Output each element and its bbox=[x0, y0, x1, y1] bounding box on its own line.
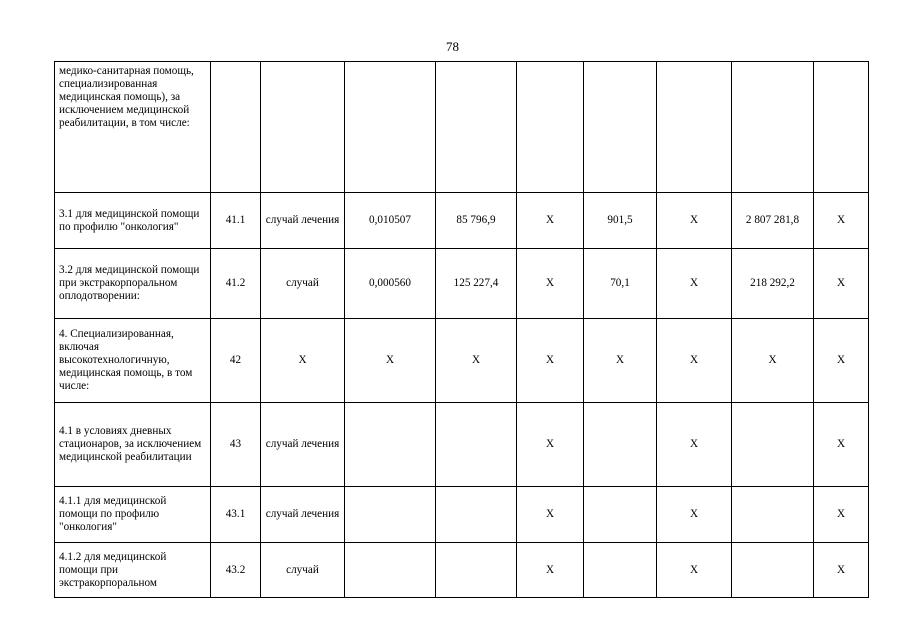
norm-volume-cell: 0,000560 bbox=[345, 249, 436, 319]
table-row bbox=[55, 543, 869, 598]
norm-volume-cell bbox=[345, 403, 436, 487]
norm-volume-cell: Х bbox=[345, 319, 436, 403]
norm-cost-cell: Х bbox=[436, 319, 517, 403]
norm-volume-cell bbox=[345, 487, 436, 543]
col-5-cell: Х bbox=[517, 193, 584, 249]
col-7-cell: Х bbox=[657, 193, 732, 249]
col-7-cell: Х bbox=[657, 249, 732, 319]
row-name: 3.1 для медицинской помощи по профилю "онкология" bbox=[55, 193, 211, 249]
col-6-cell bbox=[584, 543, 657, 598]
norm-volume-cell bbox=[345, 62, 436, 193]
row-name: 4.1.2 для медицинской помощи при экстракорпоральном bbox=[55, 543, 211, 598]
col-9-cell: Х bbox=[814, 403, 869, 487]
data-table bbox=[54, 61, 869, 598]
col-7-cell: Х bbox=[657, 487, 732, 543]
col-8-cell: Х bbox=[732, 319, 814, 403]
table-row bbox=[55, 403, 869, 487]
col-7-cell: Х bbox=[657, 543, 732, 598]
row-code-cell: 41.2 bbox=[211, 249, 261, 319]
col-8-cell bbox=[732, 543, 814, 598]
col-5-cell: Х bbox=[517, 319, 584, 403]
norm-volume-cell bbox=[345, 543, 436, 598]
col-5-cell: Х bbox=[517, 487, 584, 543]
norm-cost-cell bbox=[436, 403, 517, 487]
col-5-cell bbox=[517, 62, 584, 193]
col-6-cell bbox=[584, 487, 657, 543]
col-6-cell bbox=[584, 403, 657, 487]
col-9-cell: Х bbox=[814, 193, 869, 249]
table-row bbox=[55, 62, 869, 193]
col-9-cell: Х bbox=[814, 249, 869, 319]
col-7-cell: Х bbox=[657, 319, 732, 403]
col-6-cell: Х bbox=[584, 319, 657, 403]
norm-cost-cell bbox=[436, 543, 517, 598]
unit-cell: случай bbox=[261, 249, 345, 319]
table-row bbox=[55, 249, 869, 319]
col-5-cell: Х bbox=[517, 249, 584, 319]
row-code-cell: 43 bbox=[211, 403, 261, 487]
unit-cell: случай лечения bbox=[261, 193, 345, 249]
row-code-cell bbox=[211, 62, 261, 193]
col-9-cell bbox=[814, 62, 869, 193]
table-row bbox=[55, 319, 869, 403]
col-9-cell: Х bbox=[814, 319, 869, 403]
col-6-cell: 901,5 bbox=[584, 193, 657, 249]
col-5-cell: Х bbox=[517, 543, 584, 598]
row-code-cell: 41.1 bbox=[211, 193, 261, 249]
col-8-cell: 218 292,2 bbox=[732, 249, 814, 319]
norm-volume-cell: 0,010507 bbox=[345, 193, 436, 249]
col-8-cell bbox=[732, 62, 814, 193]
norm-cost-cell bbox=[436, 62, 517, 193]
row-name: 3.2 для медицинской помощи при экстракорпоральном оплодотворении: bbox=[55, 249, 211, 319]
unit-cell: случай лечения bbox=[261, 403, 345, 487]
col-6-cell bbox=[584, 62, 657, 193]
unit-cell: Х bbox=[261, 319, 345, 403]
table-row bbox=[55, 193, 869, 249]
col-8-cell: 2 807 281,8 bbox=[732, 193, 814, 249]
col-9-cell: Х bbox=[814, 543, 869, 598]
col-9-cell: Х bbox=[814, 487, 869, 543]
table-row bbox=[55, 487, 869, 543]
row-code-cell: 43.2 bbox=[211, 543, 261, 598]
norm-cost-cell: 85 796,9 bbox=[436, 193, 517, 249]
col-6-cell: 70,1 bbox=[584, 249, 657, 319]
col-8-cell bbox=[732, 403, 814, 487]
col-7-cell bbox=[657, 62, 732, 193]
col-5-cell: Х bbox=[517, 403, 584, 487]
unit-cell: случай bbox=[261, 543, 345, 598]
unit-cell bbox=[261, 62, 345, 193]
row-name: 4.1 в условиях дневных стационаров, за исключением медицинской реабилитации bbox=[55, 403, 211, 487]
page-number: 78 bbox=[446, 39, 459, 54]
col-7-cell: Х bbox=[657, 403, 732, 487]
col-8-cell bbox=[732, 487, 814, 543]
unit-cell: случай лечения bbox=[261, 487, 345, 543]
row-name: медико-санитарная помощь, специализированная медицинская помощь), за исключением медицинской реабилитации, в том числе: bbox=[55, 62, 211, 193]
norm-cost-cell bbox=[436, 487, 517, 543]
row-name: 4.1.1 для медицинской помощи по профилю "онкология" bbox=[55, 487, 211, 543]
norm-cost-cell: 125 227,4 bbox=[436, 249, 517, 319]
row-code-cell: 42 bbox=[211, 319, 261, 403]
row-name: 4. Специализированная, включая высокотехнологичную, медицинская помощь, в том числе: bbox=[55, 319, 211, 403]
row-code-cell: 43.1 bbox=[211, 487, 261, 543]
